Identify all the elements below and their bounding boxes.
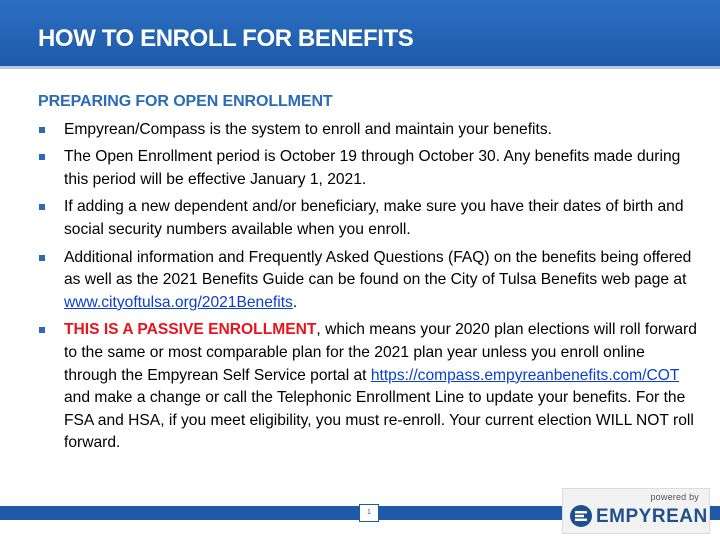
title-bar [0,0,720,69]
bullet-item [38,119,698,142]
slide-content [38,91,698,460]
empyrean-logo-icon [569,504,593,528]
bullet-text: Additional information and Frequently Asked Questions (FAQ) on the benefits being offered as well as the 2021 Benefits Guide can be found on the City of Tulsa Benefits web page at [64,248,692,289]
square-bullet-icon [39,204,45,210]
square-bullet-icon [39,154,45,160]
page-number: 1 [359,504,379,522]
powered-by-label: powered by [650,492,699,502]
bullet-text: The Open Enrollment period is October 19 through October 30. Any benefits made during this period will be effective January 1, 2021. [64,148,681,188]
compass-portal-link[interactable]: https://compass.empyreanbenefits.com/COT [370,366,680,384]
empyrean-logo [562,488,710,534]
bullet-text: Empyrean/Compass is the system to enroll and maintain your benefits. [64,120,552,138]
benefits-page-link[interactable]: www.cityoftulsa.org/2021Benefits [64,293,293,311]
square-bullet-icon [39,255,45,261]
square-bullet-icon [39,327,45,333]
bullet-text: If adding a new dependent and/or beneficiary, make sure you have their dates of birth and social security numbers available when you enroll. [64,198,684,238]
bullet-item [38,247,698,315]
bullet-text-end: and make a change or call the Telephonic Enrollment Line to update your benefits. For the FSA and HSA, if you meet eligibility, you must re-enroll. Your current election WILL NOT roll forward. [64,389,694,452]
bullet-item [38,196,698,241]
square-bullet-icon [39,127,45,133]
passive-enrollment-highlight: THIS IS A PASSIVE ENROLLMENT [64,321,317,339]
bullet-item [38,146,698,191]
brand-name: EMPYREAN [596,506,708,527]
section-subheading: PREPARING FOR OPEN ENROLLMENT [38,93,333,110]
bullet-item [38,319,698,455]
bullet-text-end: . [292,293,298,311]
bullet-text: , which means your 2020 plan elections will roll forward to the same or most comparable plan for the 2021 plan year unless you enroll online through the Empyrean Self Service portal at [64,321,697,384]
slide-title: HOW TO ENROLL FOR BENEFITS [38,25,414,52]
